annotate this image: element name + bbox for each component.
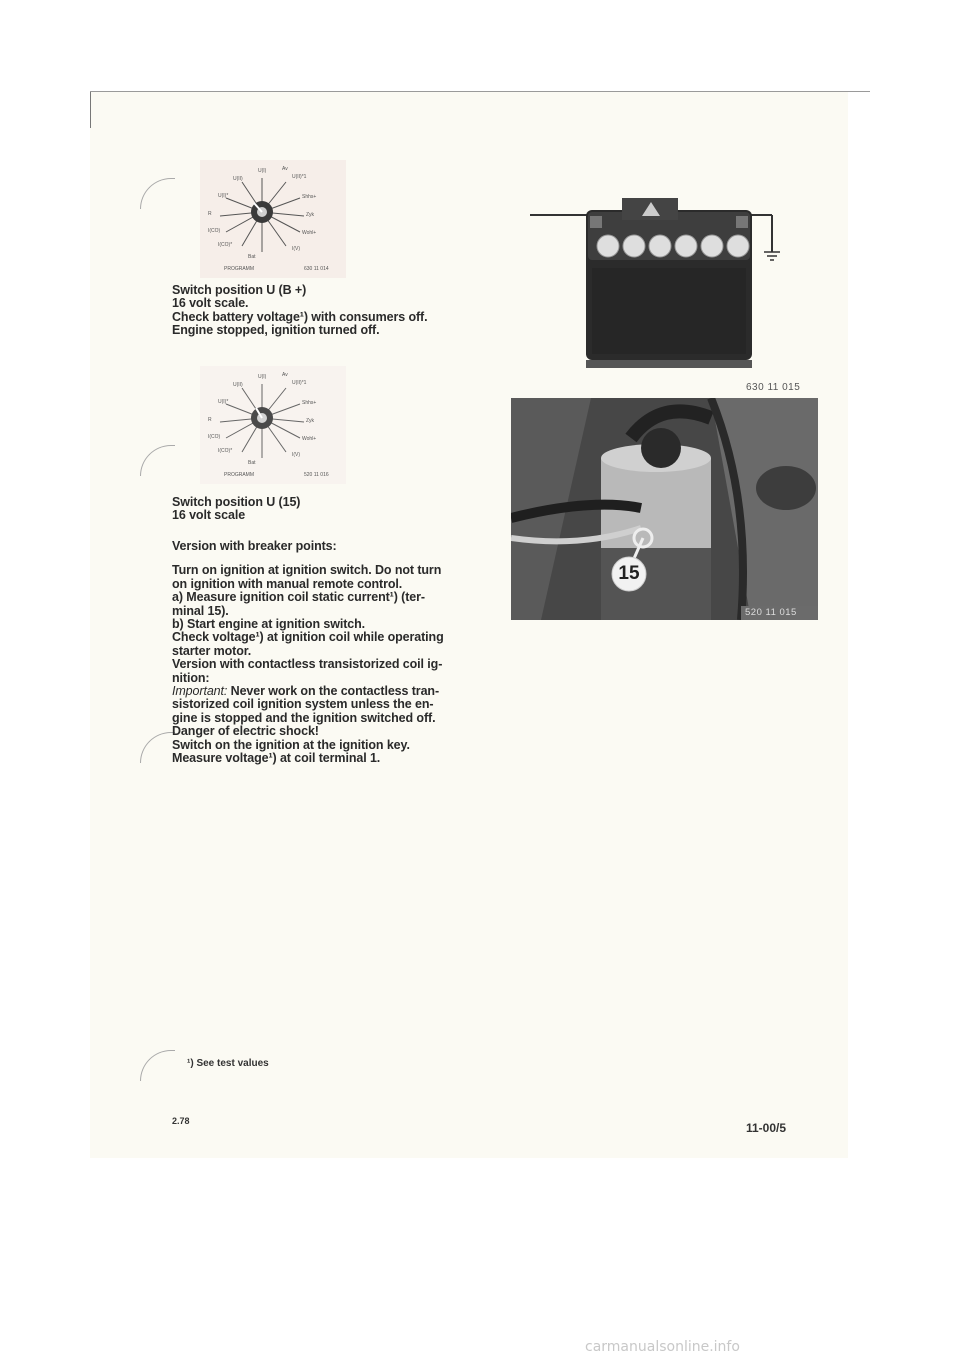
text-line: Turn on ignition at ignition switch. Do not turn <box>172 563 442 578</box>
text-line: on ignition with manual remote control. <box>172 576 403 591</box>
binding-edge <box>90 92 91 128</box>
dial-label: R <box>208 211 212 217</box>
text-line: Switch on the ignition at the ignition key. <box>172 737 410 752</box>
text-line: Switch position U (15) <box>172 495 301 509</box>
text-line: Never work on the contactless tran- <box>227 684 440 699</box>
dial-label: U(I) <box>258 374 267 380</box>
dial-label: Zyk <box>306 418 315 424</box>
text-line: nition: <box>172 670 210 685</box>
dial-label: U(I)* <box>218 399 229 405</box>
section-breaker-points <box>172 540 508 766</box>
dial-label: U(II)*1 <box>292 380 307 386</box>
dial-label: U(II)*1 <box>292 174 307 180</box>
dial-label: I(CO) <box>208 228 221 234</box>
dial-label: I(CO) <box>208 434 221 440</box>
text-line: a) Measure ignition coil static current¹) (ter- <box>172 590 425 605</box>
selector-dial-figure <box>200 160 346 278</box>
dial-label: I(CO)* <box>218 448 233 454</box>
figure-code: 520 11 016 <box>304 472 329 478</box>
text-line: sistorized coil ignition system unless the en- <box>172 697 434 712</box>
terminal-callout: 15 <box>618 563 640 584</box>
text-line: Check battery voltage¹) with consumers off. <box>172 309 428 324</box>
dial-label: U(I) <box>258 168 267 174</box>
dial-label: Av <box>282 372 288 378</box>
footnote: ¹) See test values <box>187 1058 269 1069</box>
section-heading: Version with breaker points: <box>172 539 337 553</box>
text-line: Engine stopped, ignition turned off. <box>172 323 380 338</box>
section-battery-voltage <box>172 284 508 338</box>
dial-label: Bat <box>248 460 256 466</box>
battery-diagram-photo <box>510 182 818 382</box>
dial-label: Shhs+ <box>302 194 317 200</box>
text-line: 16 volt scale <box>172 508 246 523</box>
text-line: gine is stopped and the ignition switched off. <box>172 710 436 725</box>
dial-label: Wohl+ <box>302 230 317 236</box>
text-line: Switch position U (B +) <box>172 283 307 297</box>
selector-dial-figure <box>200 366 346 484</box>
dial-label: Zyk <box>306 212 315 218</box>
dial-label: Wohl+ <box>302 436 317 442</box>
text-line: minal 15). <box>172 603 229 618</box>
important-label: Important: <box>172 684 228 699</box>
dial-label: Av <box>282 166 288 172</box>
dial-label: Shhs+ <box>302 400 317 406</box>
dial-caption: PROGRAMM <box>224 266 254 272</box>
dial-label: U(II) <box>233 176 243 182</box>
watermark: carmanualsonline.info <box>585 1339 740 1355</box>
text-line: b) Start engine at ignition switch. <box>172 617 366 632</box>
dial-caption: PROGRAMM <box>224 472 254 478</box>
section-terminal-15 <box>172 496 508 523</box>
important-line <box>172 685 508 698</box>
text-line: Measure voltage¹) at coil terminal 1. <box>172 751 381 766</box>
figure-code: 630 11 015 <box>746 382 801 393</box>
figure-code: 630 11 014 <box>304 266 329 272</box>
top-rule <box>90 91 870 92</box>
dial-label: Bat <box>248 254 256 260</box>
dial-label: I(V) <box>292 246 301 252</box>
text-line: Danger of electric shock! <box>172 724 319 739</box>
ignition-coil-photo <box>511 398 818 620</box>
text-line: 16 volt scale. <box>172 296 249 311</box>
text-line: Version with contactless transistorized coil ig- <box>172 657 443 672</box>
dial-label: I(CO)* <box>218 242 233 248</box>
figure-code: 520 11 015 <box>745 607 797 618</box>
revision-date: 2.78 <box>172 1116 190 1126</box>
dial-label: U(II) <box>233 382 243 388</box>
page-number: 11-00/5 <box>746 1121 787 1135</box>
text-line: starter motor. <box>172 643 252 658</box>
dial-label: U(I)* <box>218 193 229 199</box>
dial-label: I(V) <box>292 452 301 458</box>
text-line: Check voltage¹) at ignition coil while operating <box>172 630 444 645</box>
dial-label: R <box>208 417 212 423</box>
